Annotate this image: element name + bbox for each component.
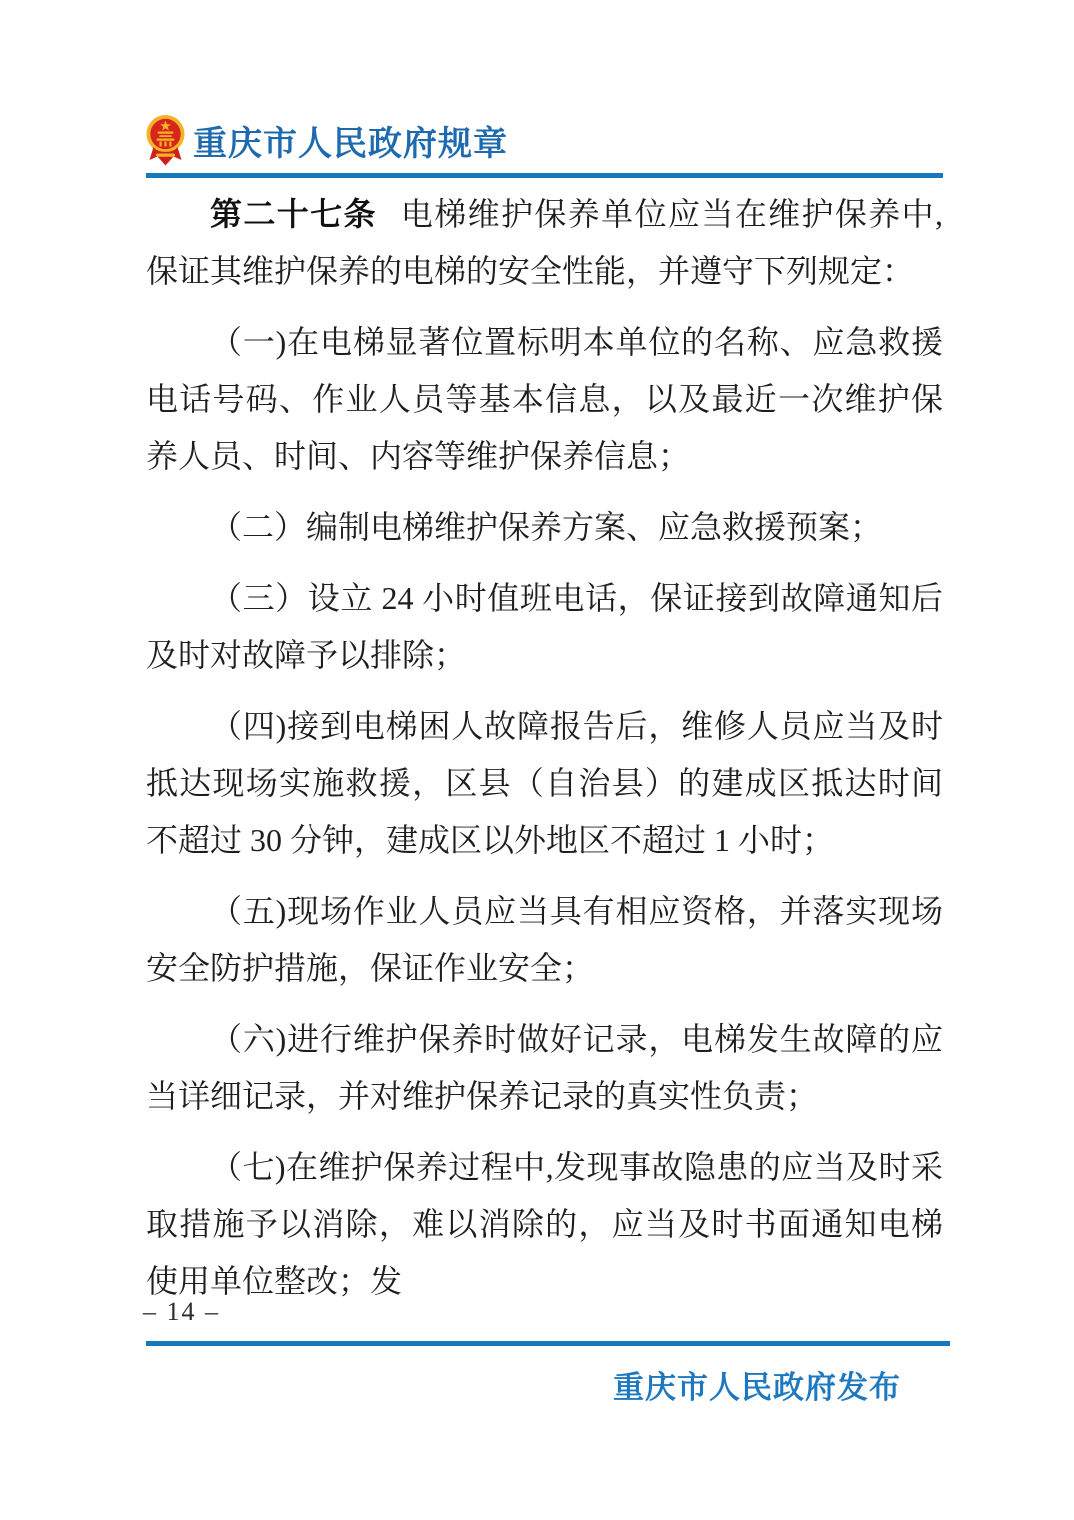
publisher-label: 重庆市人民政府发布 xyxy=(613,1370,901,1405)
clause-paragraph-5: （五)现场作业人员应当具有相应资格，并落实现场安全防护措施，保证作业安全； xyxy=(146,893,943,986)
clause-paragraph-2: （二）编制电梯维护保养方案、应急救援预案； xyxy=(210,509,883,545)
page-header xyxy=(145,114,508,167)
footer-divider-line xyxy=(146,1341,950,1346)
article-body xyxy=(146,186,943,1324)
article-intro-text: 电梯维护保养单位应当在维护保养中,保证其维护保养的电梯的安全性能，并遵守下列规定： xyxy=(146,196,943,289)
document-category-title: 重庆市人民政府规章 xyxy=(193,125,508,163)
national-emblem-icon xyxy=(145,114,186,167)
article-number: 第二十七条 xyxy=(210,196,377,232)
article-lead-paragraph xyxy=(146,186,943,300)
clause-paragraph-7: （七)在维护保养过程中,发现事故隐患的应当及时采取措施予以消除，难以消除的，应当及时书面通知电梯使用单位整改；发 xyxy=(146,1149,943,1299)
clause-paragraph-3: （三）设立 24 小时值班电话，保证接到故障通知后及时对故障予以排除； xyxy=(146,580,943,673)
clause-paragraph-6: （六)进行维护保养时做好记录，电梯发生故障的应当详细记录，并对维护保养记录的真实性负责； xyxy=(146,1021,943,1114)
page-number: – 14 – xyxy=(143,1297,220,1326)
clause-paragraph-4: （四)接到电梯困人故障报告后，维修人员应当及时抵达现场实施救援，区县（自治县）的建成区抵达时间不超过 30 分钟，建成区以外地区不超过 1 小时； xyxy=(146,708,943,858)
clause-paragraph-1: （一)在电梯显著位置标明本单位的名称、应急救援电话号码、作业人员等基本信息，以及最近一次维护保养人员、时间、内容等维护保养信息； xyxy=(146,324,943,474)
header-divider-line xyxy=(146,173,943,178)
